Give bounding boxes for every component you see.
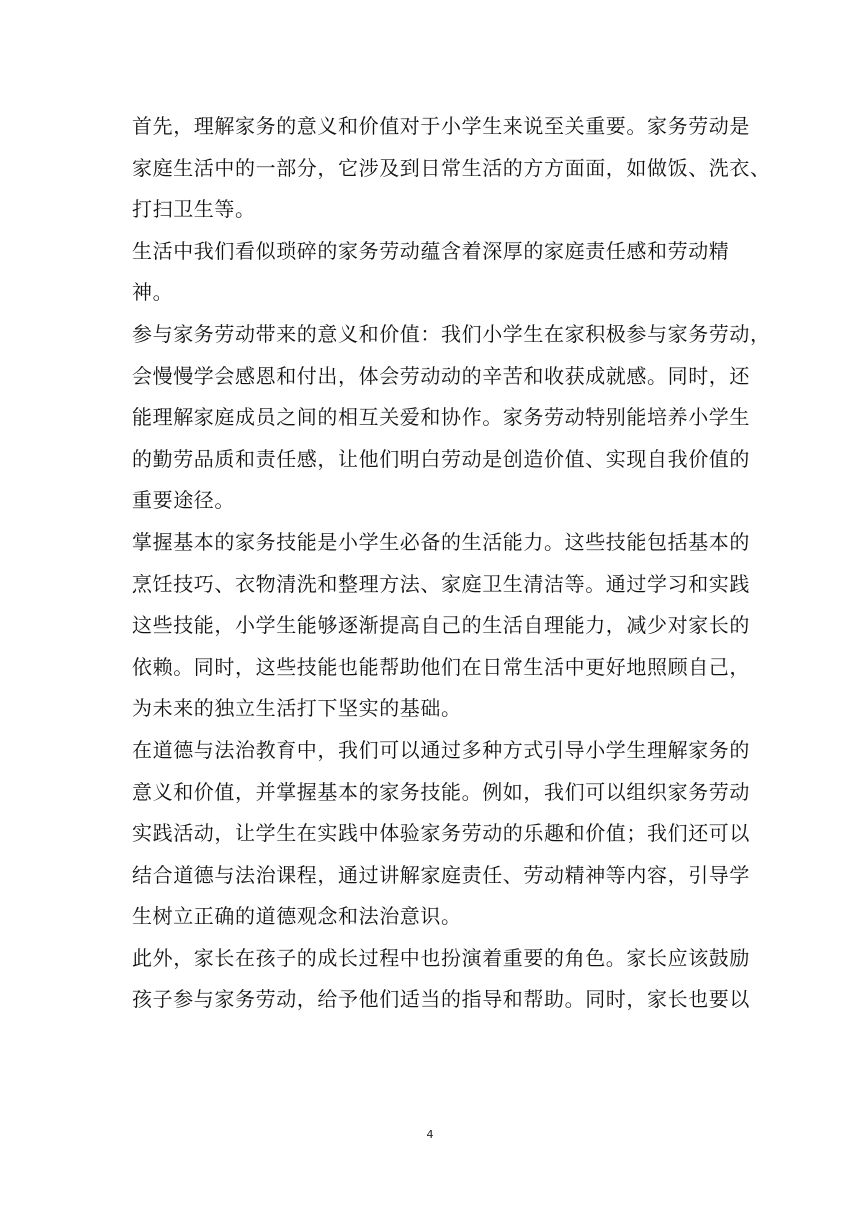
text-line: 重要途径。: [132, 488, 235, 513]
text-line: 首先，理解家务的意义和价值对于小学生来说至关重要。家务劳动是: [132, 114, 750, 138]
text-line: 在道德与法治教育中，我们可以通过多种方式引导小学生理解家务的: [132, 737, 750, 762]
text-line: 掌握基本的家务技能是小学生必备的生活能力。这些技能包括基本的: [132, 529, 750, 554]
text-line: 打扫卫生等。: [132, 197, 256, 222]
paragraph: [132, 938, 750, 1021]
paragraph: [132, 231, 728, 314]
text-line: 的勤劳品质和责任感，让他们明白劳动是创造价值、实现自我价值的: [132, 446, 750, 471]
text-line: 会慢慢学会感恩和付出，体会劳动动的辛苦和收获成就感。同时，还: [132, 363, 750, 388]
text-line: 此外，家长在孩子的成长过程中也扮演着重要的角色。家长应该鼓励: [132, 945, 750, 970]
text-line: 家庭生活中的一部分，它涉及到日常生活的方方面面，如做饭、洗衣、: [132, 155, 771, 180]
text-line: 参与家务劳动带来的意义和价值：我们小学生在家积极参与家务劳动，: [132, 321, 771, 346]
paragraph: [132, 730, 750, 938]
text-line: 能理解家庭成员之间的相互关爱和协作。家务劳动特别能培养小学生: [132, 405, 750, 430]
text-line: 生活中我们看似琐碎的家务劳动蕴含着深厚的家庭责任感和劳动精: [132, 238, 730, 263]
text-line: 实践活动，让学生在实践中体验家务劳动的乐趣和价值；我们还可以: [132, 821, 750, 846]
paragraph: [132, 522, 750, 730]
text-line: 意义和价值，并掌握基本的家务技能。例如，我们可以组织家务劳动: [132, 779, 750, 804]
page-number: 4: [426, 1128, 434, 1141]
text-line: 生树立正确的道德观念和法治意识。: [132, 904, 462, 929]
text-line: 为未来的独立生活打下坚实的基础。: [132, 696, 462, 721]
text-line: 神。: [132, 280, 174, 305]
paragraph: [132, 314, 771, 522]
text-line: 孩子参与家务劳动，给予他们适当的指导和帮助。同时，家长也要以: [132, 987, 750, 1012]
text-line: 这些技能，小学生能够逐渐提高自己的生活自理能力，减少对家长的: [132, 613, 750, 638]
document-body: [132, 106, 771, 1021]
paragraph: [132, 106, 771, 231]
text-line: 依赖。同时，这些技能也能帮助他们在日常生活中更好地照顾自己，: [132, 654, 750, 679]
text-line: 烹饪技巧、衣物清洗和整理方法、家庭卫生清洁等。通过学习和实践: [132, 571, 750, 596]
text-line: 结合道德与法治课程，通过讲解家庭责任、劳动精神等内容，引导学: [132, 862, 750, 887]
